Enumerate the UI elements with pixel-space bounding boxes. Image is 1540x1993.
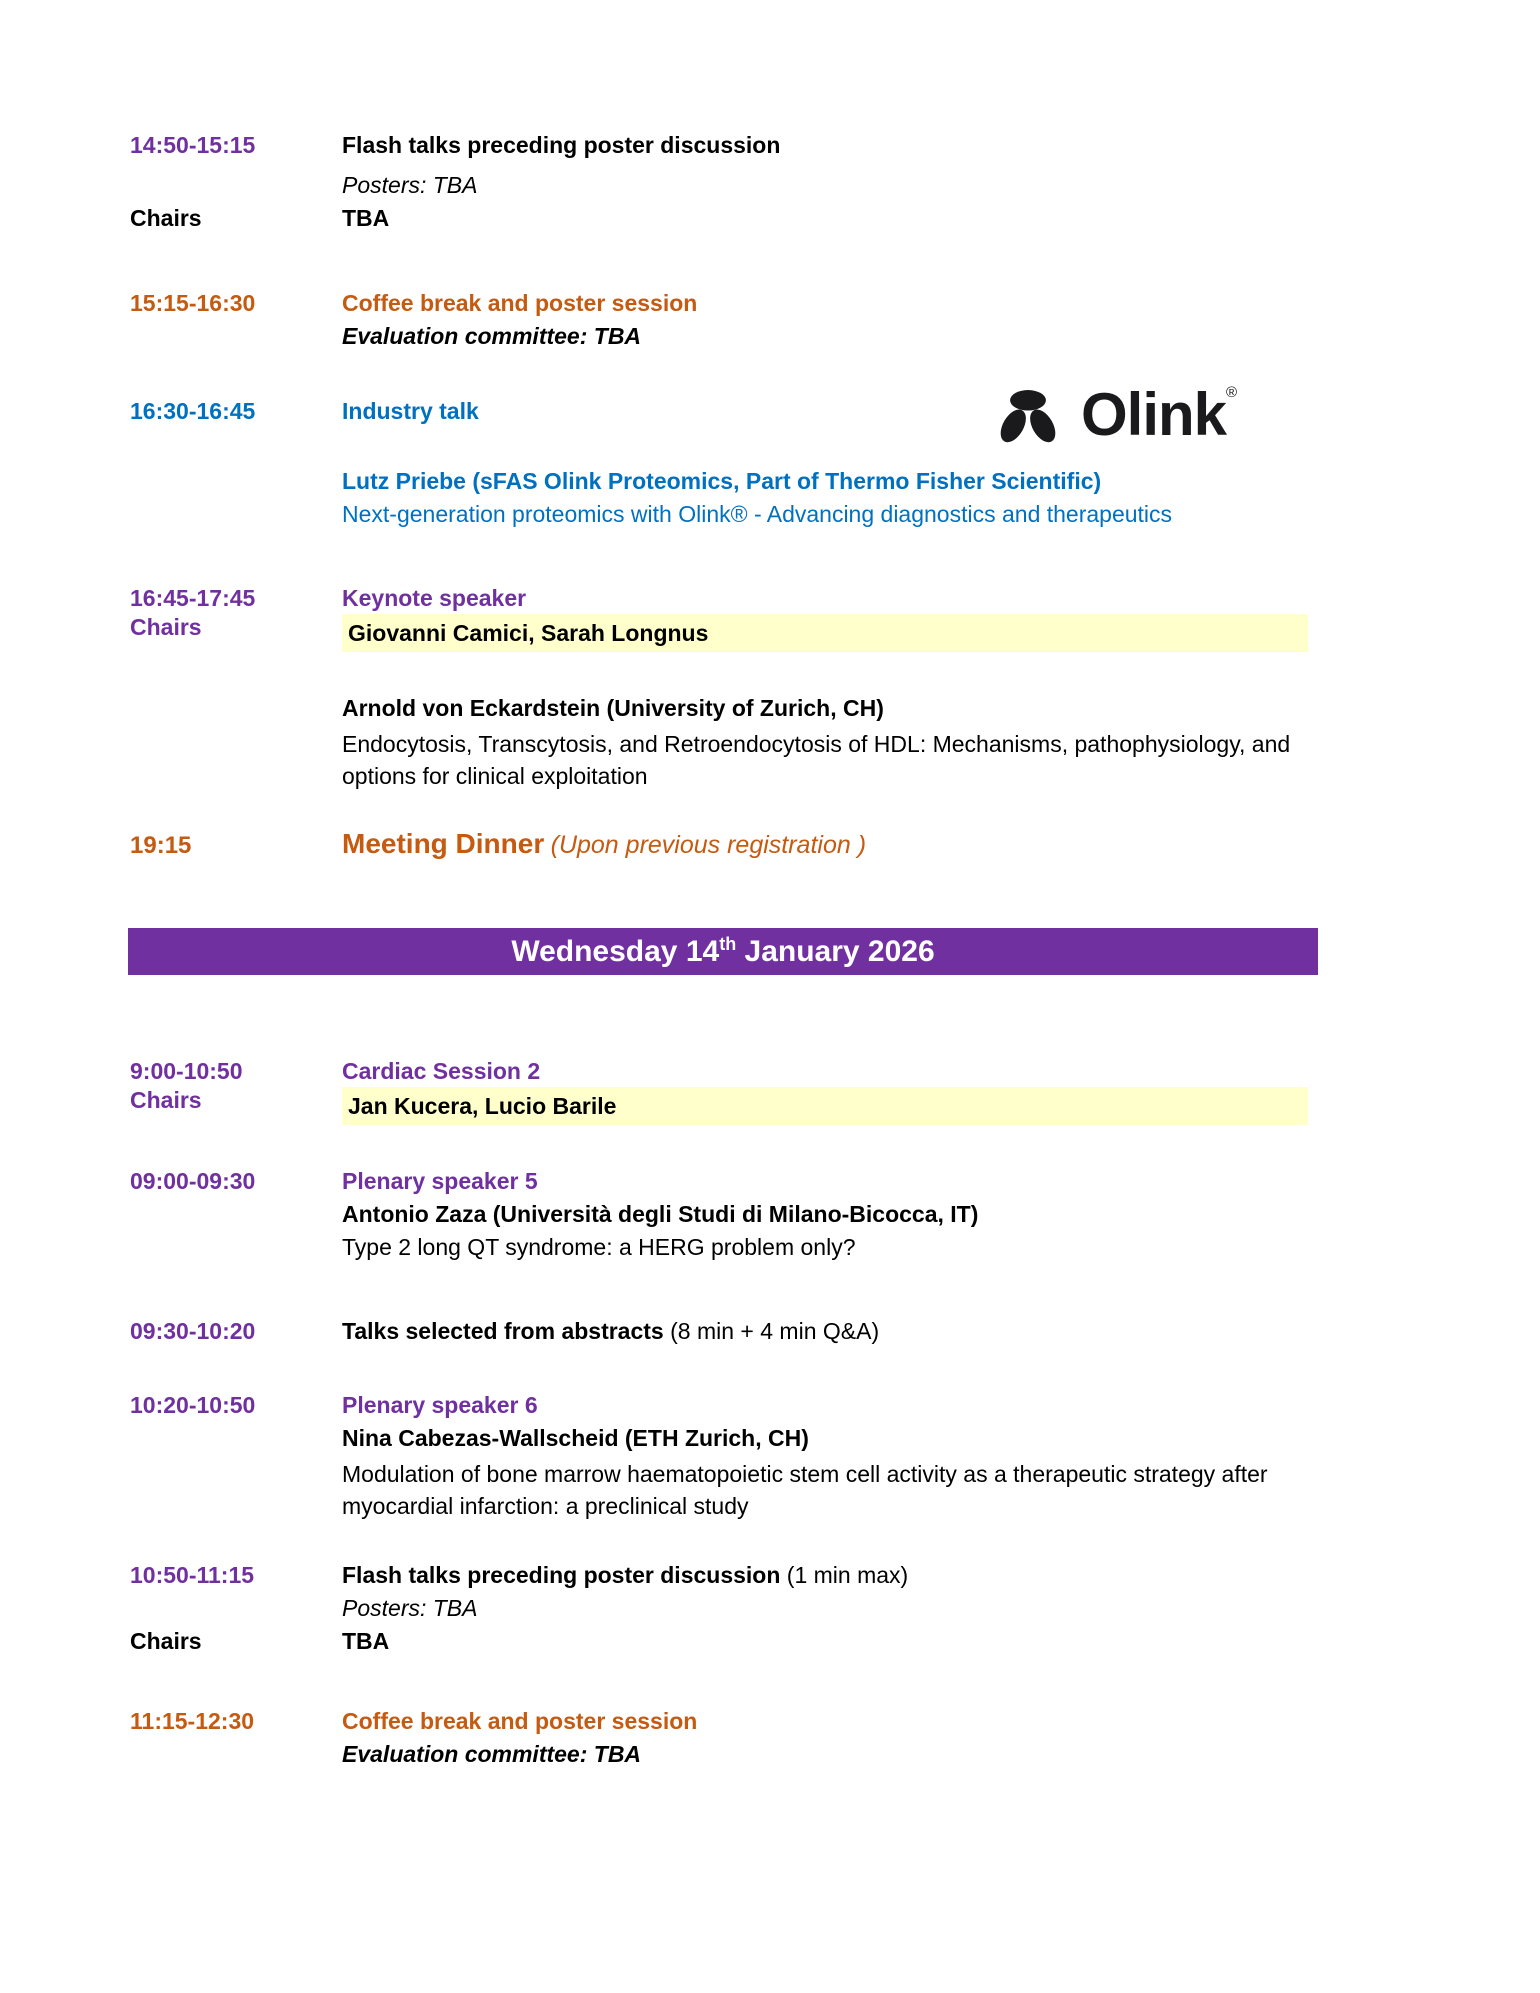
session-time: 09:00-09:30 [130, 1168, 256, 1194]
session-row [130, 1595, 1340, 1622]
session-title: Coffee break and poster session [342, 1708, 698, 1734]
session-note: (8 min + 4 min Q&A) [663, 1318, 880, 1344]
session-row [130, 1562, 1340, 1589]
speaker-row [130, 695, 1340, 722]
registered-mark: ® [1226, 384, 1238, 401]
session-title: Flash talks preceding poster discussion [342, 132, 781, 158]
session-row [130, 132, 1340, 159]
talk-row [130, 1234, 1340, 1261]
session-keynote [130, 585, 1340, 792]
session-time: 11:15-12:30 [130, 1708, 255, 1734]
chairs-highlight: Jan Kucera, Lucio Barile [342, 1087, 1308, 1125]
session-time: 10:20-10:50 [130, 1392, 256, 1418]
olink-logo [993, 383, 1237, 447]
session-title: Coffee break and poster session [342, 290, 698, 316]
dinner-title: Meeting Dinner [342, 828, 545, 859]
dinner-note: (Upon previous registration ) [550, 831, 867, 859]
session-plenary-5 [130, 1168, 1340, 1261]
session-title-line [342, 1562, 1340, 1589]
evaluation-committee-note: Evaluation committee: TBA [342, 323, 642, 349]
speaker-row [130, 1201, 1340, 1228]
olink-wordmark: Olink® [1081, 381, 1238, 448]
session-row [130, 323, 1340, 350]
session-title: Plenary speaker 6 [342, 1392, 538, 1418]
session-title: Talks selected from abstracts [342, 1318, 664, 1344]
session-row [130, 828, 1340, 860]
chairs-value: TBA [342, 1628, 390, 1654]
olink-trefoil-icon [993, 383, 1063, 447]
chairs-value: TBA [342, 205, 390, 231]
session-flash-talks-day1 [130, 132, 1340, 232]
session-flash-talks-day2 [130, 1562, 1340, 1655]
session-title: Flash talks preceding poster discussion [342, 1562, 781, 1588]
industry-speaker-block [130, 468, 1340, 528]
banner-superscript: th [719, 933, 737, 954]
talk-title: Next-generation proteomics with Olink® - Advancing diagnostics and therapeutics [342, 501, 1173, 527]
session-title-line [342, 828, 1340, 860]
chairs-row [130, 614, 1340, 652]
session-row [130, 1318, 1340, 1345]
posters-note: Posters: TBA [342, 172, 478, 198]
session-title: Industry talk [342, 398, 479, 424]
chairs-row [130, 205, 1340, 232]
speaker-name: Antonio Zaza (Università degli Studi di Milano-Bicocca, IT) [342, 1201, 979, 1227]
talk-title: Endocytosis, Transcytosis, and Retroendocytosis of HDL: Mechanisms, pathophysiology, and options for clinical exploitation [342, 731, 1291, 789]
session-row [130, 1058, 1340, 1085]
talk-row [130, 728, 1340, 792]
speaker-row [130, 468, 1340, 495]
session-time: 16:30-16:45 [130, 398, 256, 424]
day-banner [128, 928, 1318, 975]
session-time: 14:50-15:15 [130, 132, 256, 158]
session-row [130, 1392, 1340, 1419]
session-row [130, 172, 1340, 199]
session-row [130, 1168, 1340, 1195]
chairs-row [130, 1087, 1340, 1125]
speaker-name: Lutz Priebe (sFAS Olink Proteomics, Part of Thermo Fisher Scientific) [342, 468, 1102, 494]
session-title: Cardiac Session 2 [342, 1058, 541, 1084]
session-selected-talks [130, 1318, 1340, 1345]
chairs-row [130, 1628, 1340, 1655]
speaker-row [130, 1425, 1340, 1452]
session-time: 16:45-17:45 [130, 585, 256, 611]
session-row [130, 585, 1340, 612]
talk-row [130, 1458, 1340, 1522]
talk-row [130, 501, 1340, 528]
speaker-name: Nina Cabezas-Wallscheid (ETH Zurich, CH) [342, 1425, 809, 1451]
session-time: 09:30-10:20 [130, 1318, 256, 1344]
session-title-line [342, 1318, 1340, 1345]
chairs-highlight: Giovanni Camici, Sarah Longnus [342, 614, 1308, 652]
session-row [130, 290, 1340, 317]
session-title: Keynote speaker [342, 585, 527, 611]
session-time: 10:50-11:15 [130, 1562, 255, 1588]
session-time: 9:00-10:50 [130, 1058, 243, 1084]
chairs-label: Chairs [130, 205, 202, 231]
chairs-label: Chairs [130, 614, 202, 640]
session-title: Plenary speaker 5 [342, 1168, 538, 1194]
speaker-name: Arnold von Eckardstein (University of Zurich, CH) [342, 695, 884, 721]
banner-text: Wednesday 14th January 2026 [511, 933, 935, 968]
session-row [130, 1741, 1340, 1768]
session-meeting-dinner [130, 828, 1340, 860]
session-note: (1 min max) [780, 1562, 909, 1588]
session-plenary-6 [130, 1392, 1340, 1522]
session-cardiac-2 [130, 1058, 1340, 1125]
chairs-label: Chairs [130, 1087, 202, 1113]
session-coffee-break-day2 [130, 1708, 1340, 1768]
talk-title: Type 2 long QT syndrome: a HERG problem only? [342, 1234, 856, 1260]
talk-title: Modulation of bone marrow haematopoietic stem cell activity as a therapeutic strategy after myocardial infarction: a preclinical study [342, 1461, 1268, 1519]
session-time: 19:15 [130, 832, 192, 859]
evaluation-committee-note: Evaluation committee: TBA [342, 1741, 642, 1767]
session-time: 15:15-16:30 [130, 290, 256, 316]
chairs-label: Chairs [130, 1628, 202, 1654]
posters-note: Posters: TBA [342, 1595, 478, 1621]
session-row [130, 1708, 1340, 1735]
session-coffee-break-day1 [130, 290, 1340, 350]
